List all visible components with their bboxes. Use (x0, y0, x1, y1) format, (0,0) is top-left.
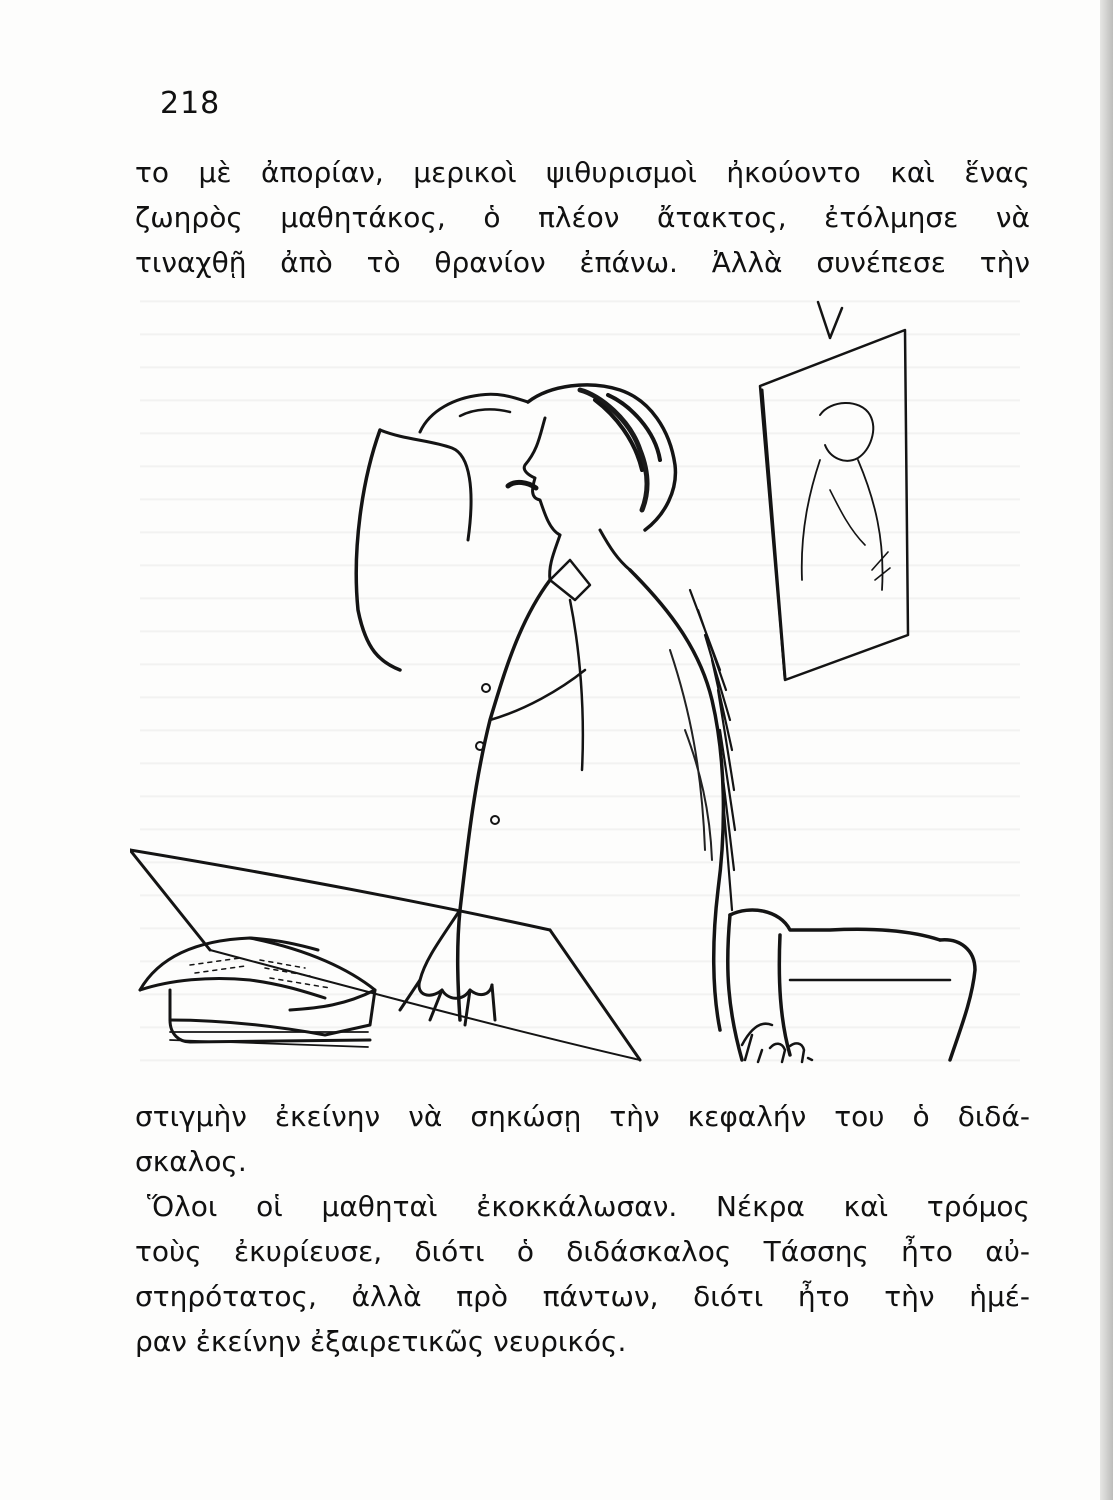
desk (130, 850, 640, 1060)
text-line: Ὅλοι οἱ μαθηταὶ ἐκοκκάλωσαν. Νέκρα καὶ τρόμος (147, 1190, 1030, 1223)
text-line: τιναχθῇ ἀπὸ τὸ θρανίον ἐπάνω. Ἀλλὰ συνέπεσε τὴν (135, 246, 1030, 279)
open-book (140, 938, 375, 1047)
page-number: 218 (160, 86, 221, 121)
teacher-illustration (130, 290, 990, 1080)
chair (728, 910, 975, 1060)
page-edge (1100, 0, 1113, 1500)
wall-picture (760, 302, 908, 680)
text-line: σκαλος. (135, 1145, 247, 1178)
text-line: τοὺς ἐκυρίευσε, διότι ὁ διδάσκαλος Τάσσης ἦτο αὐ- (135, 1235, 1030, 1268)
bottom-paragraph (135, 1094, 1030, 1364)
text-line: στηρότατος, ἀλλὰ πρὸ πάντων, διότι ἦτο τὴν ἡμέ- (135, 1280, 1030, 1313)
teacher-figure (356, 385, 735, 1030)
text-line: ζωηρὸς μαθητάκος, ὁ πλέον ἄτακτος, ἐτόλμησε νὰ (135, 201, 1030, 234)
text-line: ραν ἐκείνην ἐξαιρετικῶς νευρικός. (135, 1325, 627, 1358)
top-paragraph (135, 150, 1030, 285)
text-line: στιγμὴν ἐκείνην νὰ σηκώσῃ τὴν κεφαλήν του ὁ διδά- (135, 1100, 1030, 1133)
text-line: το μὲ ἀπορίαν, μερικοὶ ψιθυρισμοὶ ἠκούοντο καὶ ἕνας (135, 156, 1030, 189)
artist-signature (742, 1024, 812, 1062)
